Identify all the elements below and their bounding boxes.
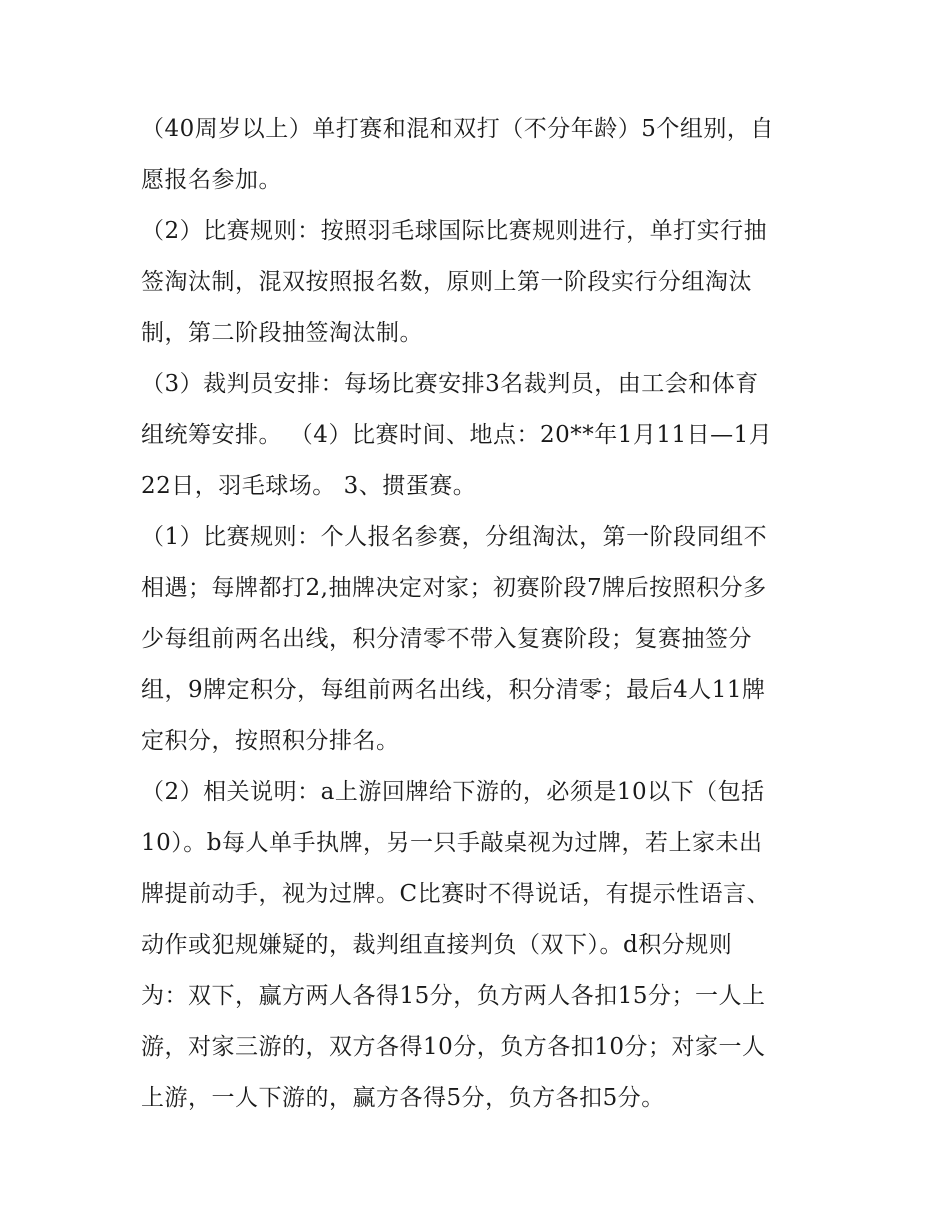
text-line: 组统筹安排。 （4）比赛时间、地点：20**年1月11日—1月 [141,422,773,448]
text-line: 组，9牌定积分，每组前两名出线，积分清零；最后4人11牌 [141,677,766,703]
text-line: 10）。b每人单手执牌，另一只手敲桌视为过牌，若上家未出 [141,830,763,856]
text-line: 22日，羽毛球场。 3、掼蛋赛。 [141,473,477,499]
text-line: （2）比赛规则：按照羽毛球国际比赛规则进行，单打实行抽 [141,218,768,244]
text-line: 愿报名参加。 [141,167,282,193]
text-line: （1）比赛规则：个人报名参赛，分组淘汰，第一阶段同组不 [141,524,768,550]
text-line: 游，对家三游的，双方各得10分，负方各扣10分；对家一人 [141,1034,766,1060]
text-line: （3）裁判员安排：每场比赛安排3名裁判员，由工会和体育 [141,371,759,397]
text-line: 定积分，按照积分排名。 [141,728,400,754]
text-line: 上游，一人下游的，赢方各得5分，负方各扣5分。 [141,1085,665,1111]
text-line: 为：双下，赢方两人各得15分，负方两人各扣15分；一人上 [141,983,766,1009]
text-line: 牌提前动手，视为过牌。C比赛时不得说话，有提示性语言、 [141,881,771,907]
document-body [141,104,811,1124]
text-line: （2）相关说明：a上游回牌给下游的，必须是10以下（包括 [141,779,765,805]
text-line: 制，第二阶段抽签淘汰制。 [141,320,423,346]
text-line: 动作或犯规嫌疑的，裁判组直接判负（双下）。d积分规则 [141,932,733,958]
text-line: 少每组前两名出线，积分清零不带入复赛阶段；复赛抽签分 [141,626,752,652]
text-line: （40周岁以上）单打赛和混和双打（不分年龄）5个组别，自 [141,116,774,142]
text-line: 签淘汰制，混双按照报名数，原则上第一阶段实行分组淘汰 [141,269,752,295]
text-line: 相遇；每牌都打2,抽牌决定对家；初赛阶段7牌后按照积分多 [141,575,767,601]
